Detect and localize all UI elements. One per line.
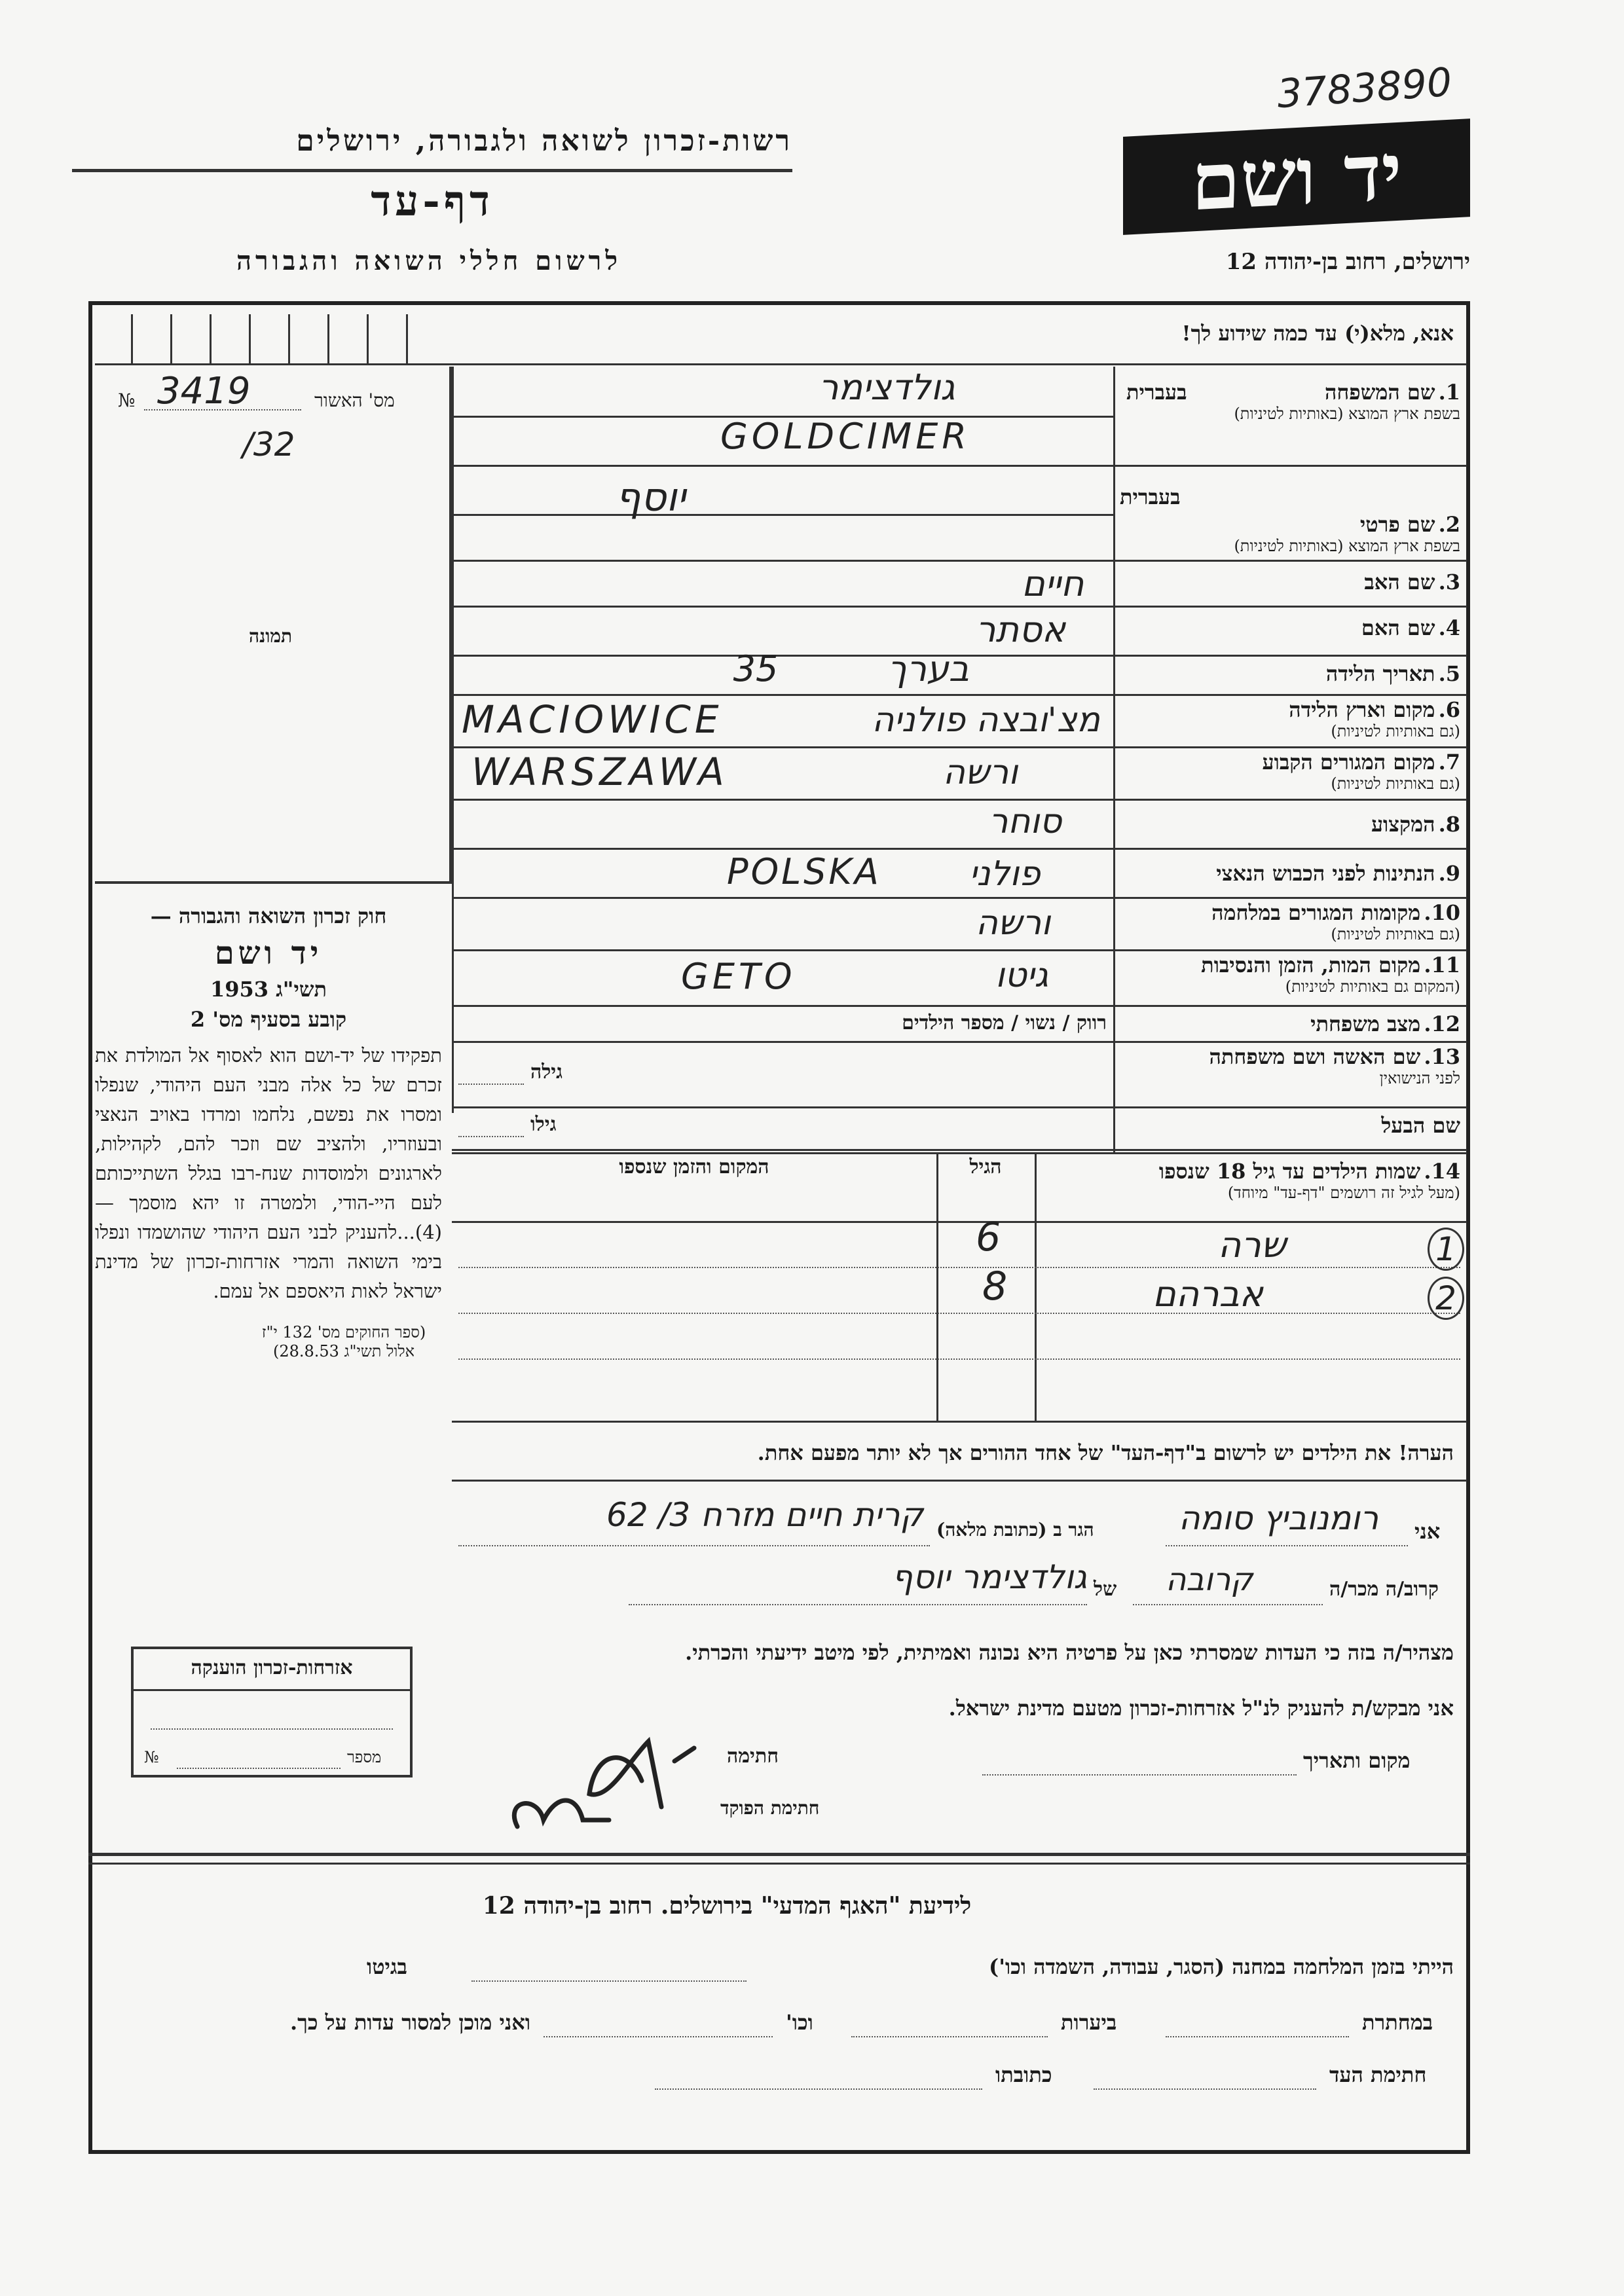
bottom-separator [88, 1853, 1470, 1856]
signature-mark [478, 1722, 727, 1846]
death-hebrew-value: גיטו [995, 956, 1048, 995]
child-age: 6 [976, 1214, 1001, 1260]
field-sub: (גם באותיות לטיניות) [1331, 925, 1460, 943]
field-sub: (גם באותיות לטיניות) [1331, 722, 1460, 740]
field-label: מקומות המגורים במלחמה [1211, 900, 1421, 925]
field-label: שם הבעל [1381, 1113, 1460, 1138]
birthplace-latin-value: MACIOWICE [462, 697, 723, 742]
field-label: שם המשפחה [1324, 380, 1435, 405]
tick [367, 314, 369, 363]
death-latin-value: GETO [681, 956, 796, 997]
field-label: מצב משפחתי [1310, 1011, 1421, 1036]
relative-value: קרובה [1166, 1561, 1253, 1598]
approval-suffix: /32 [242, 426, 295, 464]
row-line [452, 465, 1467, 467]
children-div-place [1035, 1152, 1037, 1421]
law-name: יד ושם [214, 935, 323, 972]
children-row-line [458, 1313, 1460, 1314]
tick [249, 314, 251, 363]
field-birthplace [1120, 697, 1460, 741]
children-row-line [458, 1358, 1460, 1360]
row-line [452, 848, 1467, 850]
declarant-resides-label: הגר ב (כתובת מלאה) [936, 1519, 1094, 1540]
field-label: מקום המות, הזמן והנסיבות [1201, 953, 1421, 977]
war-residence-value: ורשה [976, 903, 1051, 943]
field-label: שם האב [1364, 570, 1435, 594]
profession-value: סוחר [989, 802, 1062, 841]
field-label: מקום וארץ הלידה [1289, 697, 1435, 722]
stamp-number-label: מספר [347, 1748, 382, 1766]
wife-age-label: גילה [530, 1061, 563, 1084]
bottom-line2-end: ואני מוכן למסור עדות על כך. [289, 2010, 530, 2035]
marital-options: רווק / נשוי / מספר הילדים [902, 1011, 1107, 1034]
bottom-line3-start: חתימת העד [1329, 2062, 1427, 2087]
tick-strip-bottom [95, 363, 452, 365]
bottom-title: לידיעת "האגף המדעי" בירושלים. רחוב בן-יהודה 12 [482, 1892, 972, 1920]
field-hebrew-label: בעברית [1120, 484, 1181, 509]
declarant-name: רומנוביץ סומה [1179, 1499, 1379, 1537]
field-num: 2. [1438, 512, 1460, 537]
field-husband [1120, 1113, 1460, 1138]
officer-label: חתימת הפוקד [720, 1797, 820, 1819]
approval-number: 3419 [157, 370, 251, 412]
form-title: דף-עד [371, 177, 494, 226]
field-residence [1120, 750, 1460, 793]
children-bottom [452, 1421, 1467, 1423]
form-subtitle: לרשום חללי השואה והגבורה [236, 246, 622, 276]
children-header-line [452, 1221, 1467, 1223]
surname-hebrew-value: גולדצימר [819, 367, 955, 408]
instruction-divider [452, 363, 1467, 365]
field-birthdate [1120, 661, 1460, 686]
row-line [452, 1149, 1467, 1151]
declarant-address: קרית חיים מזרח 3/ 62 [606, 1496, 923, 1534]
children-num: 14. [1424, 1159, 1460, 1184]
children-top [452, 1152, 1467, 1154]
of-label: של [1094, 1578, 1117, 1601]
bottom-line2-etc: וכו' [786, 2010, 813, 2035]
row-line [452, 799, 1467, 801]
left-divider [452, 367, 454, 1113]
residence-latin-value: WARSZAWA [471, 750, 728, 794]
child-name: שרה [1218, 1224, 1287, 1266]
field-num: 12. [1424, 1011, 1460, 1036]
field-num: 1. [1438, 380, 1460, 405]
mother-value: אסתר [976, 609, 1066, 650]
row-line [452, 897, 1467, 899]
signature-label: חתימה [727, 1745, 779, 1768]
husband-age-label: גילו [530, 1113, 557, 1136]
bottom-line1: הייתי בזמן המלחמה במחנה (הסגר, עבודה, השמדה וכו') [989, 1954, 1454, 1979]
logo-text: יד ושם [1191, 125, 1402, 228]
child-name: אברהם [1153, 1273, 1263, 1315]
field-profession [1120, 812, 1460, 837]
law-title: חוק זכרון השואה והגבורה — [150, 903, 387, 928]
field-death [1120, 953, 1460, 996]
declaration-text: מצהיר/ה בזה כי העדות שמסרתי כאן על פרטיה היא נכונה ואמיתית, לפי מיטב ידיעתי והכרתי. [685, 1640, 1454, 1665]
field-label: מקום המגורים הקבוע [1262, 750, 1435, 774]
note-text: הערה! את הילדים יש לרשום ב"דף-העד" של אחד ההורים אך לא יותר מפעם אחת. [757, 1440, 1454, 1465]
stamp-number-line [177, 1768, 341, 1769]
bottom-separator-2 [88, 1863, 1470, 1865]
field-num: 10. [1424, 900, 1460, 925]
stamp-line [151, 1728, 393, 1730]
relative-line [1133, 1604, 1323, 1605]
citizenship-latin-value: POLSKA [727, 851, 881, 892]
bottom-line2-blank [544, 2036, 773, 2037]
row-line [452, 606, 1467, 608]
approval-label: מס' האשור [314, 390, 395, 411]
husband-age-line [458, 1136, 524, 1137]
field-num: 5. [1438, 661, 1460, 686]
child-index: 2 [1428, 1277, 1464, 1320]
children-row-line [458, 1267, 1460, 1268]
tick [131, 314, 133, 363]
children-header [1041, 1159, 1460, 1203]
law-body: תפקידו של יד-ושם הוא לאסוף אל המולדת את זכרם של כל אלה מבני העם היהודי, שנפלו ומסרו את נפשם, נלחמו ומרדו באויב הנאצי ובעוזריו, ולהציב שם וזכר להם, לקהילות, לארגונים ולמוסדות שנח-רבו בגלל השתייכותם לעם היי-הודי, ולמטרה זו יהא מוסמך — (4)...להעניק לבני העם היהודי שהושמדו ונפלו בימי השואה והמרי אזרחות-זכרון של מדינת ישראל לאות היאספם אל עמם. [95, 1044, 442, 1302]
field-num: 8. [1438, 812, 1460, 837]
residence-hebrew-value: ורשה [943, 753, 1018, 792]
field-label: המקצוע [1371, 812, 1435, 837]
tick [210, 314, 212, 363]
field-sub: (המקום גם באותיות לטיניות) [1285, 977, 1460, 996]
citizenship-hebrew-value: פולני [969, 854, 1041, 894]
birthplace-hebrew-value: מצ'ובצה פולניה [872, 701, 1100, 740]
field-num: 9. [1438, 861, 1460, 886]
yad-vashem-logo [1123, 118, 1470, 235]
law-source: (ספר החוקים מס' 132 י"ז אלול תשי"ג 28.8.53) [261, 1323, 426, 1360]
stamp-title: אזרחות-זכרון הוענקה [191, 1656, 353, 1679]
field-num: 13. [1424, 1044, 1460, 1069]
fields-divider [1113, 367, 1115, 1152]
bottom-line2-blank [851, 2036, 1048, 2037]
field-num: 11. [1424, 953, 1460, 977]
children-div-age [936, 1152, 938, 1421]
row-line [452, 1005, 1467, 1007]
tick [170, 314, 172, 363]
father-value: חיים [1022, 563, 1084, 604]
surname-latin-value: GOLDCIMER [720, 416, 970, 457]
field-sub: (גם באותיות לטיניות) [1331, 774, 1460, 793]
stamp-divider [131, 1689, 413, 1691]
field-war-residence [1120, 900, 1460, 944]
firstname-hebrew-value: יוסף [616, 475, 686, 520]
field-label: תאריך הלידה [1325, 661, 1435, 686]
field-father [1120, 570, 1460, 594]
bottom-line3-mid: כתובתו [995, 2062, 1052, 2087]
field-label: שם האשה ושם משפחתה [1209, 1044, 1421, 1069]
tick [288, 314, 290, 363]
child-age: 8 [982, 1264, 1008, 1309]
of-name-line [629, 1604, 1087, 1605]
request-text: אני מבקש/ת להעניק לנ"ל אזרחות-זכרון מטעם מדינת ישראל. [948, 1696, 1454, 1721]
tick [327, 314, 329, 363]
field-citizenship [1120, 861, 1460, 886]
law-year: תשי"ג 1953 [210, 977, 327, 1002]
row-line [452, 746, 1467, 748]
field-num: 4. [1438, 615, 1460, 640]
field-label: שם האם [1361, 615, 1435, 640]
declarant-address-line [458, 1545, 930, 1546]
children-title: שמות הילדים עד גיל 18 שנספו [1158, 1159, 1421, 1184]
children-place-header: המקום והזמן שנספו [619, 1156, 769, 1178]
child-index: 1 [1428, 1228, 1464, 1271]
place-date-label: מקום ותאריך [1303, 1748, 1411, 1773]
row-line [452, 949, 1467, 951]
field-sub: לפני הנישואין [1379, 1069, 1460, 1087]
children-age-header: הגיל [969, 1156, 1002, 1178]
field-label: הנתינות לפני הכבוש הנאצי [1216, 861, 1435, 886]
law-clause: קובע בסעיף מס' 2 [190, 1007, 347, 1032]
bottom-line2-blank [1166, 2036, 1349, 2037]
bottom-line1-blank [471, 1980, 747, 1982]
field-sub: בשפת ארץ המוצא (באותיות לטיניות) [1234, 537, 1460, 555]
address-line: ירושלים, רחוב בן-יהודה 12 [1225, 249, 1470, 275]
law-box [95, 903, 442, 1361]
note-line [452, 1480, 1467, 1482]
field-mother [1120, 615, 1460, 640]
children-subheader: (מעל לגיל זה רושמים "דף-עד" מיוחד) [1227, 1184, 1460, 1202]
birthdate-value: בערך 35 [733, 648, 969, 689]
instruction-text: אנא, מלא(י) עד כמה שידוע לך! [1181, 321, 1454, 346]
place-date-line [982, 1774, 1297, 1776]
row-line [452, 1106, 1467, 1108]
bottom-line3-blank [655, 2088, 982, 2090]
tick [406, 314, 408, 363]
bottom-line2-mid: ביערות [1061, 2010, 1117, 2035]
field-wife [1120, 1044, 1460, 1088]
bottom-line1-end: בגיטו [367, 1954, 407, 1979]
field-num: 7. [1438, 750, 1460, 774]
declarant-ani: אני [1414, 1519, 1441, 1544]
authority-underline [72, 169, 792, 172]
field-marital [1120, 1011, 1460, 1036]
field-sub: בשפת ארץ המוצא (באותיות לטיניות) [1234, 405, 1460, 423]
approval-no-sign: № [118, 390, 136, 411]
declarant-name-line [1166, 1545, 1408, 1546]
row-line [452, 694, 1467, 696]
bottom-line3-blank [1094, 2088, 1316, 2090]
row-line [452, 514, 1113, 516]
stamp-no-sign: № [144, 1748, 159, 1766]
photo-label: תמונה [249, 625, 293, 647]
field-num: 6. [1438, 697, 1460, 722]
wife-age-line [458, 1084, 524, 1085]
field-num: 3. [1438, 570, 1460, 594]
row-line [452, 1041, 1467, 1043]
of-name: גולדצימר יוסף [891, 1558, 1087, 1596]
corner-handwriting: 3783890 [1275, 59, 1454, 118]
field-firstname [1120, 484, 1460, 556]
relative-label: קרוב/ה מכר/ה [1329, 1578, 1439, 1601]
authority-title: רשות-זכרון לשואה ולגבורה, ירושלים [296, 124, 792, 158]
field-label: שם פרטי [1359, 512, 1435, 537]
row-line [452, 560, 1467, 562]
field-hebrew-label: בעברית [1126, 380, 1187, 405]
bottom-line2-start: במחתרת [1362, 2010, 1433, 2035]
